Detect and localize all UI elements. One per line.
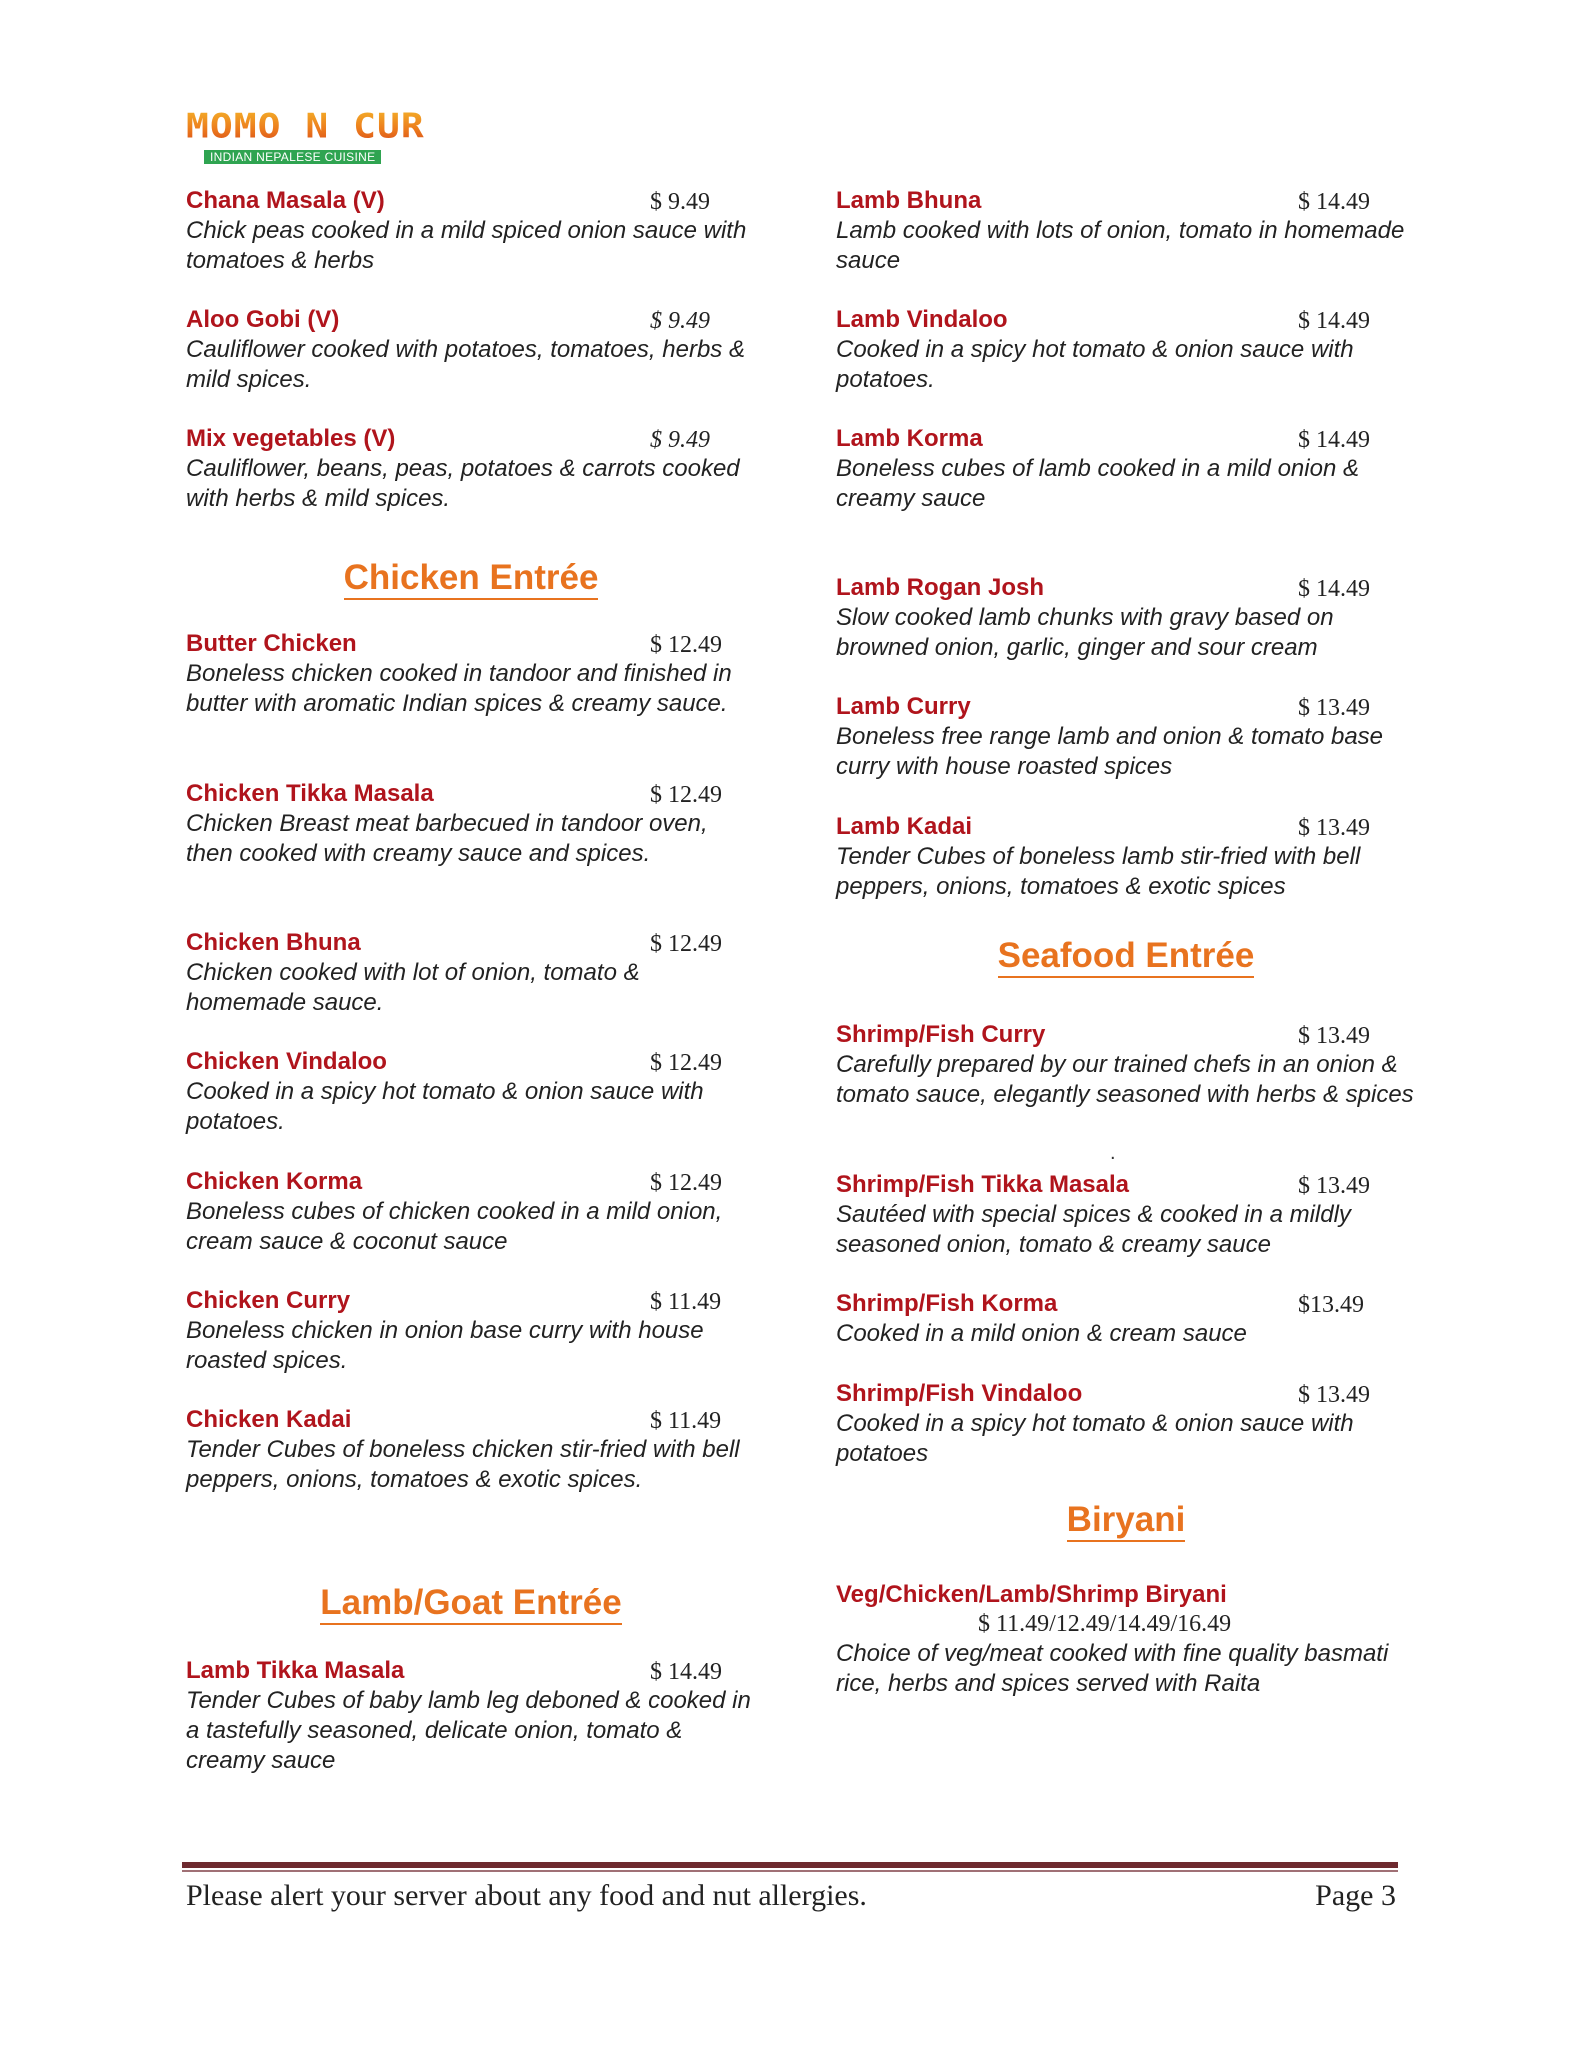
item-price: $ 13.49 [1298, 695, 1370, 721]
item-price: $ 12.49 [650, 931, 722, 957]
item-description: Tender Cubes of baby lamb leg deboned & cooked in a tastefully seasoned, delicate onion, tomato & creamy sauce [186, 1687, 751, 1774]
menu-item [836, 305, 1416, 395]
item-name: Chicken Curry [186, 1287, 351, 1314]
menu-item [186, 424, 756, 514]
logo-wordmark: MOMO N CURRY [186, 106, 473, 146]
item-description: Carefully prepared by our trained chefs in an onion & tomato sauce, elegantly seasoned with herbs & spices [836, 1051, 1414, 1108]
item-name: Lamb Curry [836, 693, 971, 720]
menu-item [186, 629, 756, 719]
item-description: Cooked in a mild onion & cream sauce [836, 1320, 1247, 1347]
menu-item [186, 1656, 756, 1776]
item-name: Lamb Rogan Josh [836, 574, 1045, 601]
item-description: Chicken cooked with lot of onion, tomato & homemade sauce. [186, 959, 640, 1016]
menu-item [186, 1047, 756, 1137]
item-name: Shrimp/Fish Korma [836, 1290, 1058, 1317]
item-description: Cooked in a spicy hot tomato & onion sauce with potatoes [836, 1410, 1354, 1467]
item-description: Boneless chicken cooked in tandoor and finished in butter with aromatic Indian spices & creamy sauce. [186, 660, 732, 717]
item-description: Choice of veg/meat cooked with fine quality basmati rice, herbs and spices served with Raita [836, 1640, 1389, 1697]
section-heading-seafood [836, 934, 1416, 978]
item-name: Shrimp/Fish Vindaloo [836, 1380, 1083, 1407]
item-name: Chana Masala (V) [186, 187, 385, 214]
item-price: $ 14.49 [1298, 427, 1370, 453]
item-description: Sautéed with special spices & cooked in a mildly seasoned onion, tomato & creamy sauce [836, 1201, 1351, 1258]
menu-item [836, 1580, 1416, 1699]
section-heading-text: Chicken Entrée [344, 558, 599, 600]
item-name: Butter Chicken [186, 630, 357, 657]
page-number: Page 3 [1315, 1879, 1396, 1912]
menu-item [186, 305, 756, 395]
item-description: Cauliflower, beans, peas, potatoes & carrots cooked with herbs & mild spices. [186, 455, 740, 512]
item-name: Chicken Kadai [186, 1406, 352, 1433]
item-price: $ 11.49 [650, 1289, 722, 1315]
item-price: $ 14.49 [1298, 576, 1370, 602]
item-price: $ 9.49 [650, 427, 710, 453]
item-description: Cooked in a spicy hot tomato & onion sauce with potatoes. [186, 1078, 704, 1135]
section-heading-text: Seafood Entrée [998, 936, 1255, 978]
item-price: $ 13.49 [1298, 1173, 1370, 1199]
item-price: $ 12.49 [650, 1050, 722, 1076]
item-price: $ 11.49 [650, 1408, 722, 1434]
item-name: Chicken Tikka Masala [186, 780, 434, 807]
menu-item [186, 1286, 756, 1376]
menu-item [186, 1167, 756, 1257]
menu-item [186, 779, 756, 869]
section-heading-text: Biryani [1067, 1500, 1186, 1542]
menu-item [186, 186, 756, 276]
menu-item [186, 1405, 756, 1495]
item-description: Tender Cubes of boneless lamb stir-fried with bell peppers, onions, tomatoes & exotic spices [836, 843, 1361, 900]
logo-tagline: INDIAN NEPALESE CUISINE [204, 150, 381, 164]
item-name: Lamb Tikka Masala [186, 1657, 405, 1684]
item-price: $ 13.49 [1298, 1382, 1370, 1408]
item-description: Boneless chicken in onion base curry with house roasted spices. [186, 1317, 704, 1374]
item-name: Shrimp/Fish Curry [836, 1021, 1046, 1048]
menu-item [186, 928, 756, 1018]
item-name: Shrimp/Fish Tikka Masala [836, 1171, 1130, 1198]
item-description: Lamb cooked with lots of onion, tomato in homemade sauce [836, 217, 1405, 274]
item-description: Slow cooked lamb chunks with gravy based on browned onion, garlic, ginger and sour cream [836, 604, 1334, 661]
item-price: $13.49 [1298, 1292, 1364, 1318]
item-price: $ 9.49 [650, 189, 710, 215]
item-name: Chicken Korma [186, 1168, 363, 1195]
section-heading-biryani [836, 1498, 1416, 1542]
section-heading-text: Lamb/Goat Entrée [320, 1583, 621, 1625]
item-description: Boneless cubes of chicken cooked in a mild onion, cream sauce & coconut sauce [186, 1198, 723, 1255]
menu-item [836, 692, 1416, 782]
menu-item [836, 573, 1416, 663]
item-description: Chicken Breast meat barbecued in tandoor oven, then cooked with creamy sauce and spices. [186, 810, 708, 867]
allergy-notice: Please alert your server about any food and nut allergies. [186, 1879, 867, 1912]
item-description: Cooked in a spicy hot tomato & onion sauce with potatoes. [836, 336, 1354, 393]
menu-item [836, 812, 1416, 902]
footer-divider [182, 1862, 1398, 1868]
item-name: Chicken Vindaloo [186, 1048, 387, 1075]
stray-dot: . [1110, 1142, 1116, 1164]
section-heading-lamb [186, 1581, 756, 1625]
item-name: Lamb Bhuna [836, 187, 982, 214]
item-name: Veg/Chicken/Lamb/Shrimp Biryani [836, 1581, 1227, 1608]
item-name: Lamb Vindaloo [836, 306, 1008, 333]
item-name: Mix vegetables (V) [186, 425, 396, 452]
item-price: $ 11.49/12.49/14.49/16.49 [978, 1611, 1232, 1637]
menu-item [836, 424, 1416, 514]
item-description: Cauliflower cooked with potatoes, tomatoes, herbs & mild spices. [186, 336, 745, 393]
item-price: $ 12.49 [650, 782, 722, 808]
item-name: Chicken Bhuna [186, 929, 361, 956]
item-description: Boneless free range lamb and onion & tomato base curry with house roasted spices [836, 723, 1384, 780]
item-description: Chick peas cooked in a mild spiced onion sauce with tomatoes & herbs [186, 217, 747, 274]
menu-item [836, 1020, 1416, 1110]
item-name: Lamb Korma [836, 425, 983, 452]
item-price: $ 13.49 [1298, 1023, 1370, 1049]
item-price: $ 14.49 [1298, 189, 1370, 215]
item-price: $ 13.49 [1298, 815, 1370, 841]
menu-item [836, 1289, 1416, 1349]
menu-item [836, 186, 1416, 276]
item-price: $ 9.49 [650, 308, 710, 334]
item-name: Lamb Kadai [836, 813, 973, 840]
menu-item [836, 1170, 1416, 1260]
item-price: $ 12.49 [650, 1170, 722, 1196]
item-name: Aloo Gobi (V) [186, 306, 340, 333]
item-description: Boneless cubes of lamb cooked in a mild onion & creamy sauce [836, 455, 1359, 512]
item-description: Tender Cubes of boneless chicken stir-fried with bell peppers, onions, tomatoes & exotic spices. [186, 1436, 740, 1493]
section-heading-chicken [186, 556, 756, 600]
item-price: $ 14.49 [650, 1659, 722, 1685]
restaurant-logo [186, 106, 473, 166]
item-price: $ 12.49 [650, 632, 722, 658]
menu-item [836, 1379, 1416, 1469]
item-price: $ 14.49 [1298, 308, 1370, 334]
